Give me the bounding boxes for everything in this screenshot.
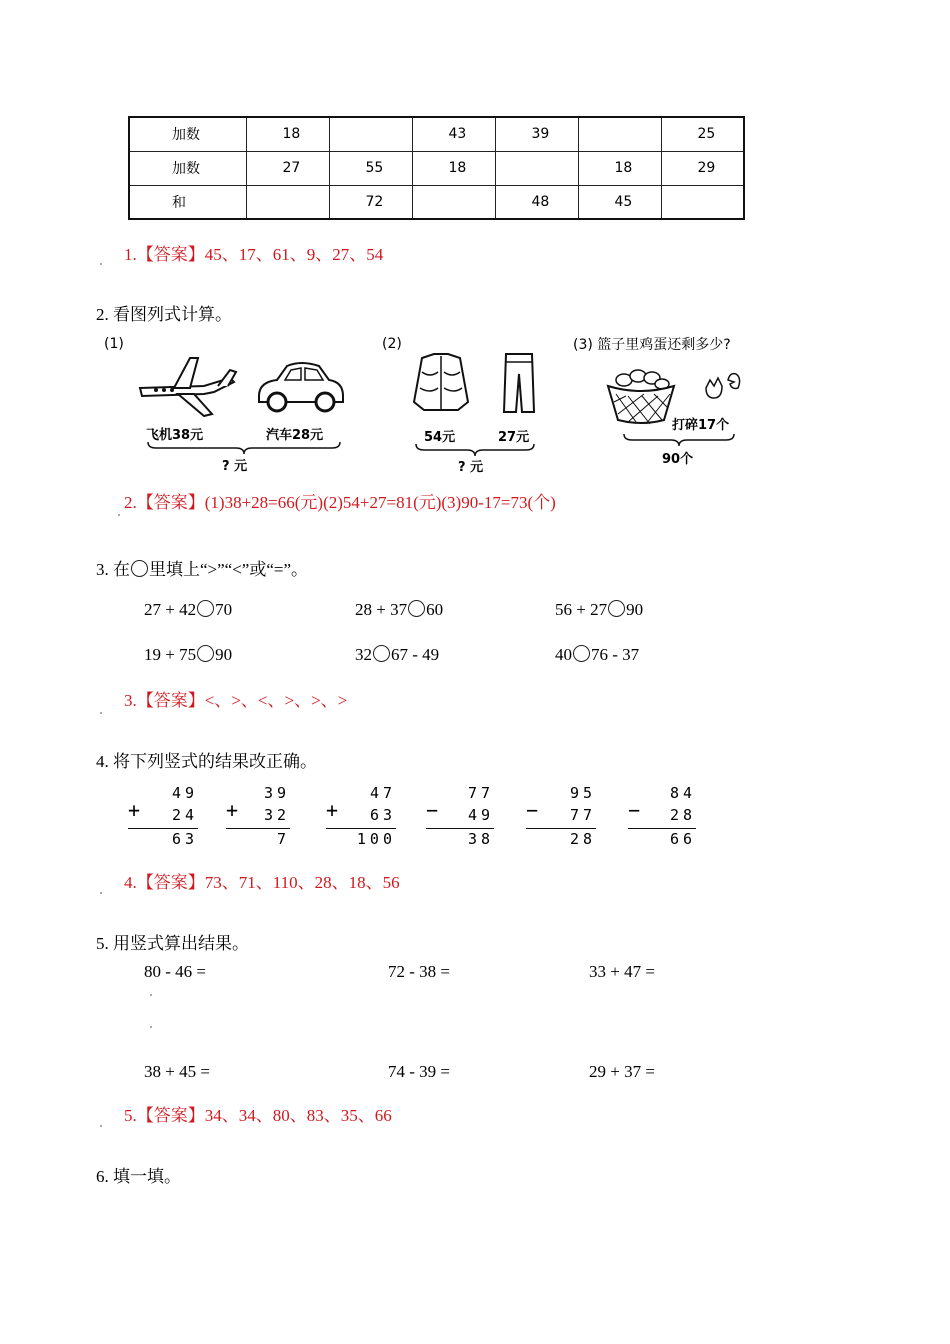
- calc-problem: 29 + 37 =: [589, 1062, 655, 1081]
- compare-item: 27 + 42 70: [144, 600, 233, 619]
- table-cell: 48: [495, 185, 578, 219]
- table-cell: 72: [329, 185, 412, 219]
- table-cell: 45: [578, 185, 661, 219]
- answer-5: 5.【答案】34、34、80、83、35、66: [124, 1106, 392, 1125]
- vertical-calc: 49 + 24 63: [128, 784, 198, 848]
- vertical-calc: 39 + 32 7: [226, 784, 290, 848]
- answer-circle[interactable]: [373, 645, 390, 662]
- table-cell: [329, 117, 412, 151]
- question-3-title: [96, 555, 308, 580]
- table-cell: [578, 117, 661, 151]
- compare-item: 19 + 75 90: [144, 645, 233, 664]
- table-cell: 43: [412, 117, 495, 151]
- table-cell: [661, 185, 744, 219]
- picture-3-total: 90个: [662, 452, 694, 467]
- picture-2-number: (2): [382, 336, 402, 352]
- table-cell: 39: [495, 117, 578, 151]
- question-4-title: 4. 将下列竖式的结果改正确。: [96, 752, 317, 771]
- answer-1: 1.【答案】45、17、61、9、27、54: [124, 245, 384, 264]
- car-price-label: 汽车28元: [266, 428, 324, 443]
- compare-item: 32 67 - 49: [355, 645, 440, 664]
- jacket-icon: [410, 352, 472, 414]
- row-label: 和: [129, 185, 246, 219]
- broken-eggs-label: 打碎17个: [672, 418, 730, 433]
- question-3-title-pre: 3. 在: [96, 560, 130, 579]
- table-row: [129, 117, 744, 151]
- broken-egg-icon: [702, 370, 742, 400]
- brace-icon: [146, 440, 342, 456]
- table-cell: 25: [661, 117, 744, 151]
- calc-problem: 74 - 39 =: [388, 1062, 450, 1081]
- question-3-title-post: 里填上“>”“<”或“=”。: [149, 560, 309, 579]
- circle-icon: [131, 560, 148, 577]
- picture-3-title: (3) 篮子里鸡蛋还剩多少?: [573, 337, 731, 353]
- picture-1-number: (1): [104, 336, 124, 352]
- pants-icon: [500, 352, 538, 416]
- brace-icon: [622, 432, 736, 448]
- calc-problem: 33 + 47 =: [589, 962, 655, 981]
- table-cell: 18: [578, 151, 661, 185]
- answer-2: 2.【答案】(1)38+28=66(元)(2)54+27=81(元)(3)90-17=73(个): [124, 493, 556, 512]
- jacket-price-label: 54元: [424, 430, 456, 445]
- table-cell: 18: [246, 117, 329, 151]
- question-2-title: 2. 看图列式计算。: [96, 305, 232, 324]
- answer-circle[interactable]: [573, 645, 590, 662]
- picture-1-total: ? 元: [222, 459, 248, 474]
- compare-item: 28 + 37 60: [355, 600, 444, 619]
- row-label: 加数: [129, 117, 246, 151]
- picture-2-total: ? 元: [458, 460, 484, 475]
- compare-item: 56 + 27 90: [555, 600, 644, 619]
- table-cell: [495, 151, 578, 185]
- question-5-title: 5. 用竖式算出结果。: [96, 934, 249, 953]
- calc-problem: 72 - 38 =: [388, 962, 450, 981]
- table-cell: 29: [661, 151, 744, 185]
- vertical-calc: 84 − 28 66: [628, 784, 696, 848]
- table-cell: 55: [329, 151, 412, 185]
- vertical-calc: 77 − 49 38: [426, 784, 494, 848]
- addends-sum-table: [128, 116, 745, 220]
- answer-4: 4.【答案】73、71、110、28、18、56: [124, 873, 400, 892]
- calc-problem: 38 + 45 =: [144, 1062, 210, 1081]
- answer-circle[interactable]: [197, 600, 214, 617]
- compare-item: 40 76 - 37: [555, 645, 640, 664]
- table-cell: 27: [246, 151, 329, 185]
- airplane-icon: [134, 350, 240, 420]
- car-icon: [255, 356, 347, 414]
- table-row: [129, 185, 744, 219]
- answer-3: 3.【答案】<、>、<、>、>、>: [124, 691, 348, 710]
- question-6-title: 6. 填一填。: [96, 1167, 181, 1186]
- row-label: 加数: [129, 151, 246, 185]
- table-cell: 18: [412, 151, 495, 185]
- table-row: [129, 151, 744, 185]
- vertical-calc: 95 − 77 28: [526, 784, 596, 848]
- answer-circle[interactable]: [408, 600, 425, 617]
- vertical-calc: 47 + 63 100: [326, 784, 396, 848]
- pants-price-label: 27元: [498, 430, 530, 445]
- egg-basket-icon: [606, 356, 676, 426]
- plane-price-label: 飞机38元: [146, 428, 204, 443]
- answer-circle[interactable]: [608, 600, 625, 617]
- answer-circle[interactable]: [197, 645, 214, 662]
- calc-problem: 80 - 46 =: [144, 962, 206, 981]
- table-cell: [246, 185, 329, 219]
- table-cell: [412, 185, 495, 219]
